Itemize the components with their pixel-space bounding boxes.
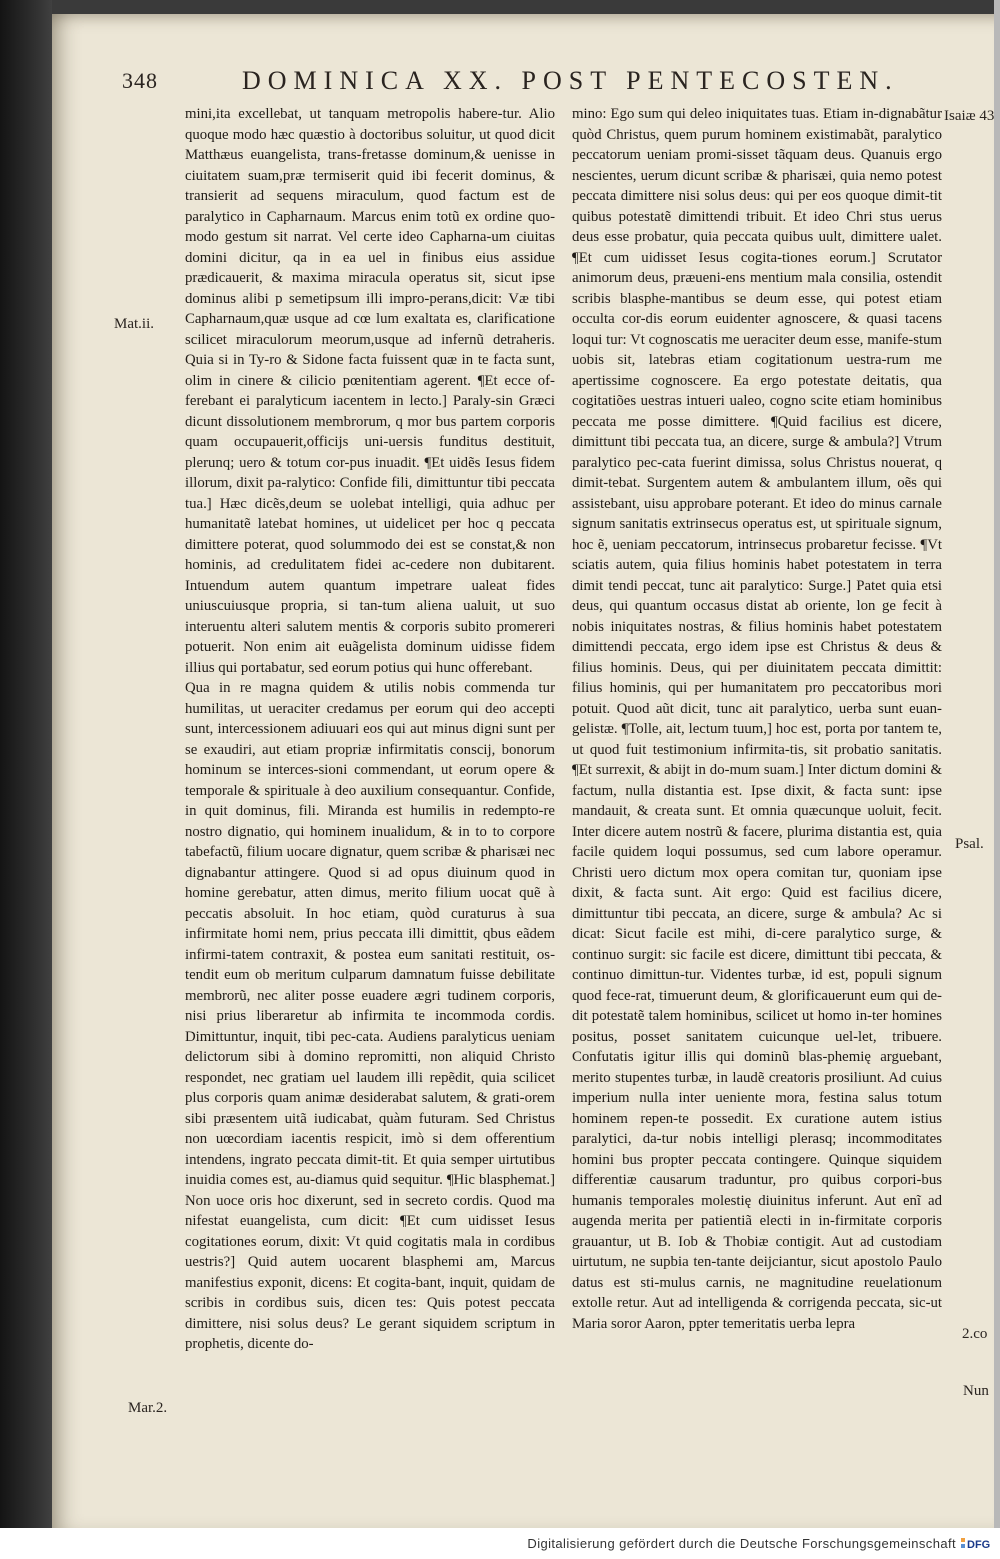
marginal-note-matt: Mat.ii.: [114, 316, 154, 332]
right-text-column: [572, 104, 942, 1334]
funding-credit: Digitalisierung gefördert durch die Deutsche Forschungsgemeinschaft: [527, 1536, 956, 1551]
dfg-logo-icon: [960, 1535, 994, 1552]
text-paragraph: mino: Ego sum qui deleo iniquitates tuas. Etiam in-dignabãtur quòd Christus, quem purum hominem existimabãt, paralytico peccatorum ueniam promi-sisset tãquam deus. Quanuis ergo nescientes, uerum dicunt scribæ & pharisæi, quia nemo potest peccata dimittere nisi solus deus: qui per eos quoque dimit-tit quibus potestatẽ dimittendi tribuit. Et ideo Chri stus uerus deus esse probatur, quia peccata quibus uult, dimittere ualet. ¶Et cum uidisset Iesus cogita-tiones eorum.] Scrutator animorum deus, præueni-ens mentium mala consilia, ostendit scribis blasphe-mantibus se deum esse, qui potest etiam occulta cor-dis eorum euidenter agnoscere, & quasi tacens loqui tur: Vt cognoscatis me ueraciter deum esse, manife-stum uobis sit, latebras etiam cogitationum uestra-rum me apertissime cognoscere. Ea ergo potestate deitatis, qua cogitatiões uestras intueri ualeo, cogno scite etiam hominibus peccata me posse dimittere. ¶Quid facilius est dicere, dimittunt tibi peccata tua, an dicere, surge & ambula?] Vtrum paralytico pec-cata fuerint dimissa, solus Christus nouerat, q dimit-tebat. Surgentem autem & ambulantem illum, oẽs qui assistebant, uisu approbare poterant. Et ideo do minus carnale signum sanitatis extrinsecus operatus est, ut spirituale signum, hoc ẽ, ueniam peccatorum, intrinsecus probaretur fecisse. ¶Vt sciatis autem, quia filius hominis habet potestatem in terra dimit tendi peccat, tunc ait paralytico: Surge.] Patet quia etsi deus, qui quantum occasus distat ab oriente, lon ge fecit à nobis iniquitates nostras, & filius hominis habet potestatem dimittendi peccata, ergo idem ipse est Christus & deus & filius hominis. Deus, qui per diuinitatem peccata dimittit: filius hominis, qui per humanitatem pro peccatoribus mori potuit. Quod aũt dicit, tunc ait paralytico, uerba sunt euan-gelistæ. ¶Tolle, ait, lectum tuum,] hoc est, porta por tantem te, ut quod fuit testimonium infirmita-tis, sit probatio sanitatis. ¶Et surrexit, & abijt in do-mum suam.] Inter dictum domini & factum, nulla distantia est. Ipse dixit, & facta sunt: ipse mandauit, & creata sunt. Et omnia quæcunque uoluit, fecit. Inter dicere autem nostrũ & facere, plurima distantia est, quia facile quidem loqui possumus, sed cum labore operamur. Christi uero dictum mox opera comitan tur, quoniam ipse dixit, & facta sunt. Ait ergo: Quid est facilius dicere, dimittuntur tibi peccata, an dicere, surge & ambula? Ac si dicat: Sicut facile est mihi, di-cere paralytico surge, & continuo surgit: sic facile est dicere, dimittunt tibi peccata, & continuo dimittun-tur. Videntes turbæ, id est, populi signum quod fece-rat, timuerunt deum, & glorificauerunt eum qui de-dit potestatẽ talem hominibus, scilicet ut homo in-ter homines positus, posset sanitatem cuicunque uel-let, tribuere. Confutatis igitur illis qui dominũ blas-phemię arguebant, merito stupentes turbæ, in laudẽ creatoris prosiliunt. Ad cuius imperium nulla inter ueniente mora, festina salus totum hominem repen-te possedit. Ex curatione autem istius paralytici, da-tur nobis intelligi plerasq; incommoditates homini bus propter peccata contingere. Quinque siquidem differentiæ causarum traduntur, pro quibus corpori-bus humanis temporales molestię diuinitus inferunt. Aut enĩ ad augenda merita per patientiã electi in in-firmitate corporis grauantur, ut B. Iob & Thobiæ contigit. Aut ad custodiam uirtutum, ne supbia ten-tante deijciantur, sicut apostolo Paulo datus est sti-mulus carnis, ne magnitudine reuelationum extolle retur. Aut ad intelligenda & corrigenda peccata, sic-ut Maria soror Aaron, ppter temeritatis uerba lepra: [572, 106, 942, 1332]
page-number: 348: [122, 68, 158, 93]
page-header: [110, 64, 970, 100]
text-paragraph: Qua in re magna quidem & utilis nobis commenda tur humilitas, ut ueraciter credamus per eorum qui deo accepti sunt, intercessionem adiuuari eos qui aut minus digni sunt per se exaudiri, aut etiam propriæ infirmitatis conscij, bonorum hominum se interces-sioni commendant, ut eorum opere & temporale & spirituale à deo auxilium consequantur. Confide, in quit dominus, fili. Miranda est humilis in redempto-re nostro dignatio, qui hominem inualidum, & in to to corpore tabefactũ, filium uocare dignatur, quem scribæ & pharisæi nec dignabantur attingere. Quod si ad opus diuinum quod in homine gerebatur, atten dimus, merito filium uocat quẽ à peccatis absoluit. In hoc etiam, quòd curaturus à sua infirmitate homi nem, prius peccata illi dimittit, qbus eãdem infirmi-tatem contraxit, & postea eum sanitati restituit, os-tendit eum ob meritum culparum damnatum fuisse debilitate membrorũ, nec aliter posse euadere ægri tudinem corporis, nisi prius liberaretur ab infirmita te incommoda cordis. Dimittuntur, inquit, tibi pec-cata. Audiens paralyticus ueniam delictorum sibi à domino repromitti, non aliquid Christo respondet, nec gratiam uel laudem illi repẽdit, quia scilicet plus corporis quam animæ desiderabat salutem, & grati-orem sibi præsentem uitã iudicabat, quàm futuram. Sed Christus non uœcordiam iacentis respicit, imò si dem offerentium intendens, ingrato peccata dimit-tit. Et quia semper uirtutibus inuidia comes est, au-diamus quid sequitur. ¶Hic blasphemat.] Non uoce oris hoc dixerunt, sed in secreto cordis. Quod ma nifestat euangelista, cum dicit: ¶Et cum uidisset Iesus cogitationes eorum, dixit: Vt quid cogitatis mala in cordibus uestris?] Quid autem uocarent blasphemi am, Marcus manifestius exponit, dicens: Et cogita-bant, inquit, quidam de scribis in cordibus suis, dicen tes: Quis potest peccata dimittere, nisi solus deus? Le gerant siquidem scriptum in prophetis, dicente do-: [185, 680, 555, 1352]
left-text-column: [185, 104, 555, 1355]
dfg-logo-text: DFG: [967, 1539, 991, 1551]
page-edge: [994, 0, 1000, 1528]
footer-bar: [0, 1528, 1000, 1559]
marginal-note-isaiae: Isaiæ 43: [944, 108, 995, 124]
marginal-note-cor: 2.co: [962, 1326, 988, 1342]
marginal-note-psal: Psal.: [955, 836, 984, 852]
text-paragraph: mini,ita excellebat, ut tanquam metropolis habere-tur. Alio quoque modo hæc quæstio à doctoribus soluitur, ut quod dicit Matthæus euangelista, trans-fretasse dominum,& uenisse in ciuitatem suam,præ termiserit quid ibi fecerit dominus, & transierit ad sequens miraculum, quod factum est de paralytico in Capharnaum. Marcus enim totũ ex ordine quo-modo gestum sit narrat. Vel certe ideo Capharna-um ciuitas domini dicitur, qa in ea uel in finibus eius assidue prædicauerit, & maxima miracula operatus sit, sicut ipse dominus alibi p semetipsum illi impro-perans,dicit: Væ tibi Capharnaum,quæ usque ad cœ lum exaltata es, clarificatione scilicet miraculorum meorum,usque ad infernũ detraheris. Quia si in Ty-ro & Sidone facta fuissent quæ in te facta sunt, olim in cinere & cilicio pœnitentiam agerent. ¶Et ecce of-ferebant ei paralyticum iacentem in lecto.] Paraly-sin Græci dicunt dissolutionem membrorum, q mor bus partem corporis quam occupauerit,officijs uni-uersis funditus destituit, plerunq; uero & totum cor-pus inuadit. ¶Et uidẽs Iesus fidem illorum, dixit pa-ralytico: Confide fili, dimittuntur tibi peccata tua.] Hæc dicẽs,deum se uolebat intelligi, quia adhuc per humanitatẽ latebat homines, ut uidelicet per hoc q peccata dimittere poterat, quod solummodo dei est se constat,& non hominis, ad credulitatem fidei ac-cedere non dubitarent. Intuendum autem quantum impetrare ualeat fides uniuscuiusque propria, si tan-tum aliena ualuit, ut suo interuentu alteri salutem mentis & corporis subito promereri potuerit. Non enim ait euãgelista dominum uidisse fidem illius qui portabatur, sed eorum potius qui hunc offerebant.: [185, 106, 555, 676]
marginal-note-num: Nun: [963, 1383, 989, 1399]
running-title: DOMINICA XX. POST PENTECOSTEN.: [242, 66, 899, 95]
marginal-note-mar: Mar.2.: [128, 1400, 168, 1416]
book-binding-edge: [0, 0, 52, 1528]
